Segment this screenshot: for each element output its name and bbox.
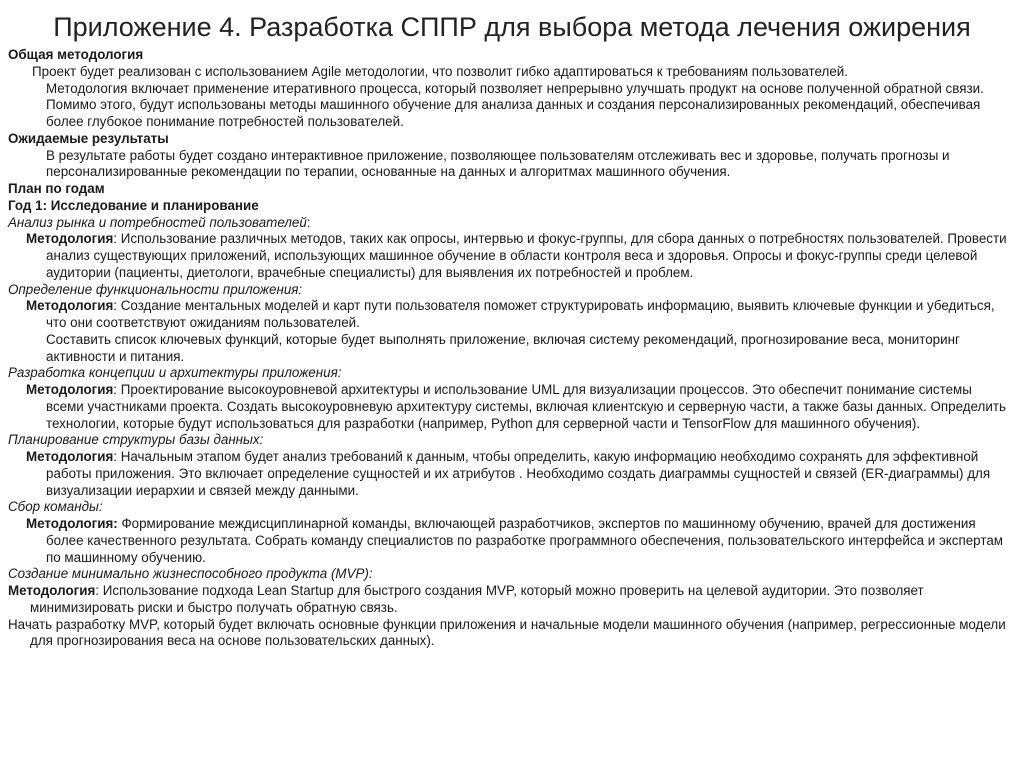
- method-label: Методология: [8, 583, 96, 598]
- section-database-text: Методология: Начальным этапом будет анализ требований к данным, чтобы определить, какую информацию необходимо сохранять для эффективной работы приложения. Это включает определение сущностей и их атрибутов . Необходимо создать диаграммы сущностей и связей (ER-диаграммы) для визуализации иерархии и связей между данными.: [26, 449, 991, 498]
- section-database-title: Планирование структуры базы данных:: [8, 432, 264, 448]
- section-market-analysis-title: Анализ рынка и потребностей пользователей:: [8, 214, 311, 230]
- section-mvp-extra: Начать разработку MVP, который будет включать основные функции приложения и начальные модели машинного обучения (например, регрессионные модели для прогнозирования веса на основе пользовательских данных).: [8, 616, 1006, 649]
- methodology-heading: Общая методология: [8, 47, 144, 62]
- method-label: Методология: [26, 382, 114, 397]
- section-functionality-extra: Составить список ключевых функций, которые будет выполнять приложение, включая систему рекомендаций, прогнозирование веса, мониторинг активности и питания.: [46, 331, 960, 364]
- year1-heading: Год 1: Исследование и планирование: [8, 197, 259, 213]
- document-body: [8, 47, 1012, 650]
- section-functionality-text: Методология: Создание ментальных моделей и карт пути пользователя поможет структурировать информацию, выявить ключевые функции и убедиться, что они соответствуют ожиданиям пользователей.: [26, 298, 995, 330]
- section-market-analysis-text: Методология: Использование различных методов, таких как опросы, интервью и фокус-группы, для сбора данных о потребностях пользователей. Провести анализ существующих приложений, использующих машинное обучение в области контроля веса и здоровья. Опросы и фокус-группы среди целевой аудитории (пациенты, диетологи, врачебные специалисты) для выявления их потребностей и проблем.: [26, 231, 1007, 280]
- results-heading: Ожидаемые результаты: [8, 130, 169, 146]
- section-architecture-text: Методология: Проектирование высокоуровневой архитектуры и использование UML для визуализации процессов. Это обеспечит понимание системы всеми участниками проекта. Создать высокоуровневую архитектуру системы, включая клиентскую и серверную части, а также базы данных. Определить технологии, которые будут использоваться для разработки (например, Python для серверной части и TensorFlow для машинного обучения).: [26, 382, 1006, 431]
- page-title: Приложение 4. Разработка СППР для выбора метода лечения ожирения: [53, 12, 971, 42]
- method-label: Методология:: [26, 516, 118, 531]
- method-label: Методология: [26, 231, 114, 247]
- section-mvp-title: Создание минимально жизнеспособного продукта (MVP):: [8, 566, 373, 582]
- section-functionality-title: Определение функциональности приложения:: [8, 281, 303, 297]
- section-team-title: Сбор команды:: [8, 499, 103, 515]
- results-text: В результате работы будет создано интерактивное приложение, позволяющее пользователям отслеживать вес и здоровье, получать прогнозы и персонализированные рекомендации по терапии, основанные на данных и алгоритмах машинного обучения.: [46, 147, 950, 180]
- method-label: Методология: [26, 298, 114, 314]
- plan-heading: План по годам: [8, 181, 105, 196]
- method-label: Методология: [26, 449, 114, 464]
- section-mvp-text: Методология: Использование подхода Lean Startup для быстрого создания MVP, который можно проверить на целевой аудитории. Это позволяет минимизировать риски и быстро получать обратную связь.: [8, 583, 924, 615]
- methodology-first-line: Проект будет реализован с использованием Agile методологии, что позволит гибко адаптироваться к требованиям пользователей.: [32, 63, 848, 79]
- section-team-text: Методология: Формирование междисциплинарной команды, включающей разработчиков, экспертов по машинному обучению, врачей для достижения более качественного результата. Собрать команду специалистов по разработке программного обеспечения, пользовательского интерфейса и экспертам по машинному обучению.: [26, 516, 1003, 565]
- section-architecture-title: Разработка концепции и архитектуры приложения:: [8, 365, 342, 381]
- methodology-text: Методология включает применение итеративного процесса, который позволяет непрерывно улучшать продукт на основе полученной обратной связи. Помимо этого, будут использованы методы машинного обучение для анализа данных и создания персонализированных рекомендаций, обеспечивая более глубокое понимание потребностей пользователей.: [46, 80, 984, 129]
